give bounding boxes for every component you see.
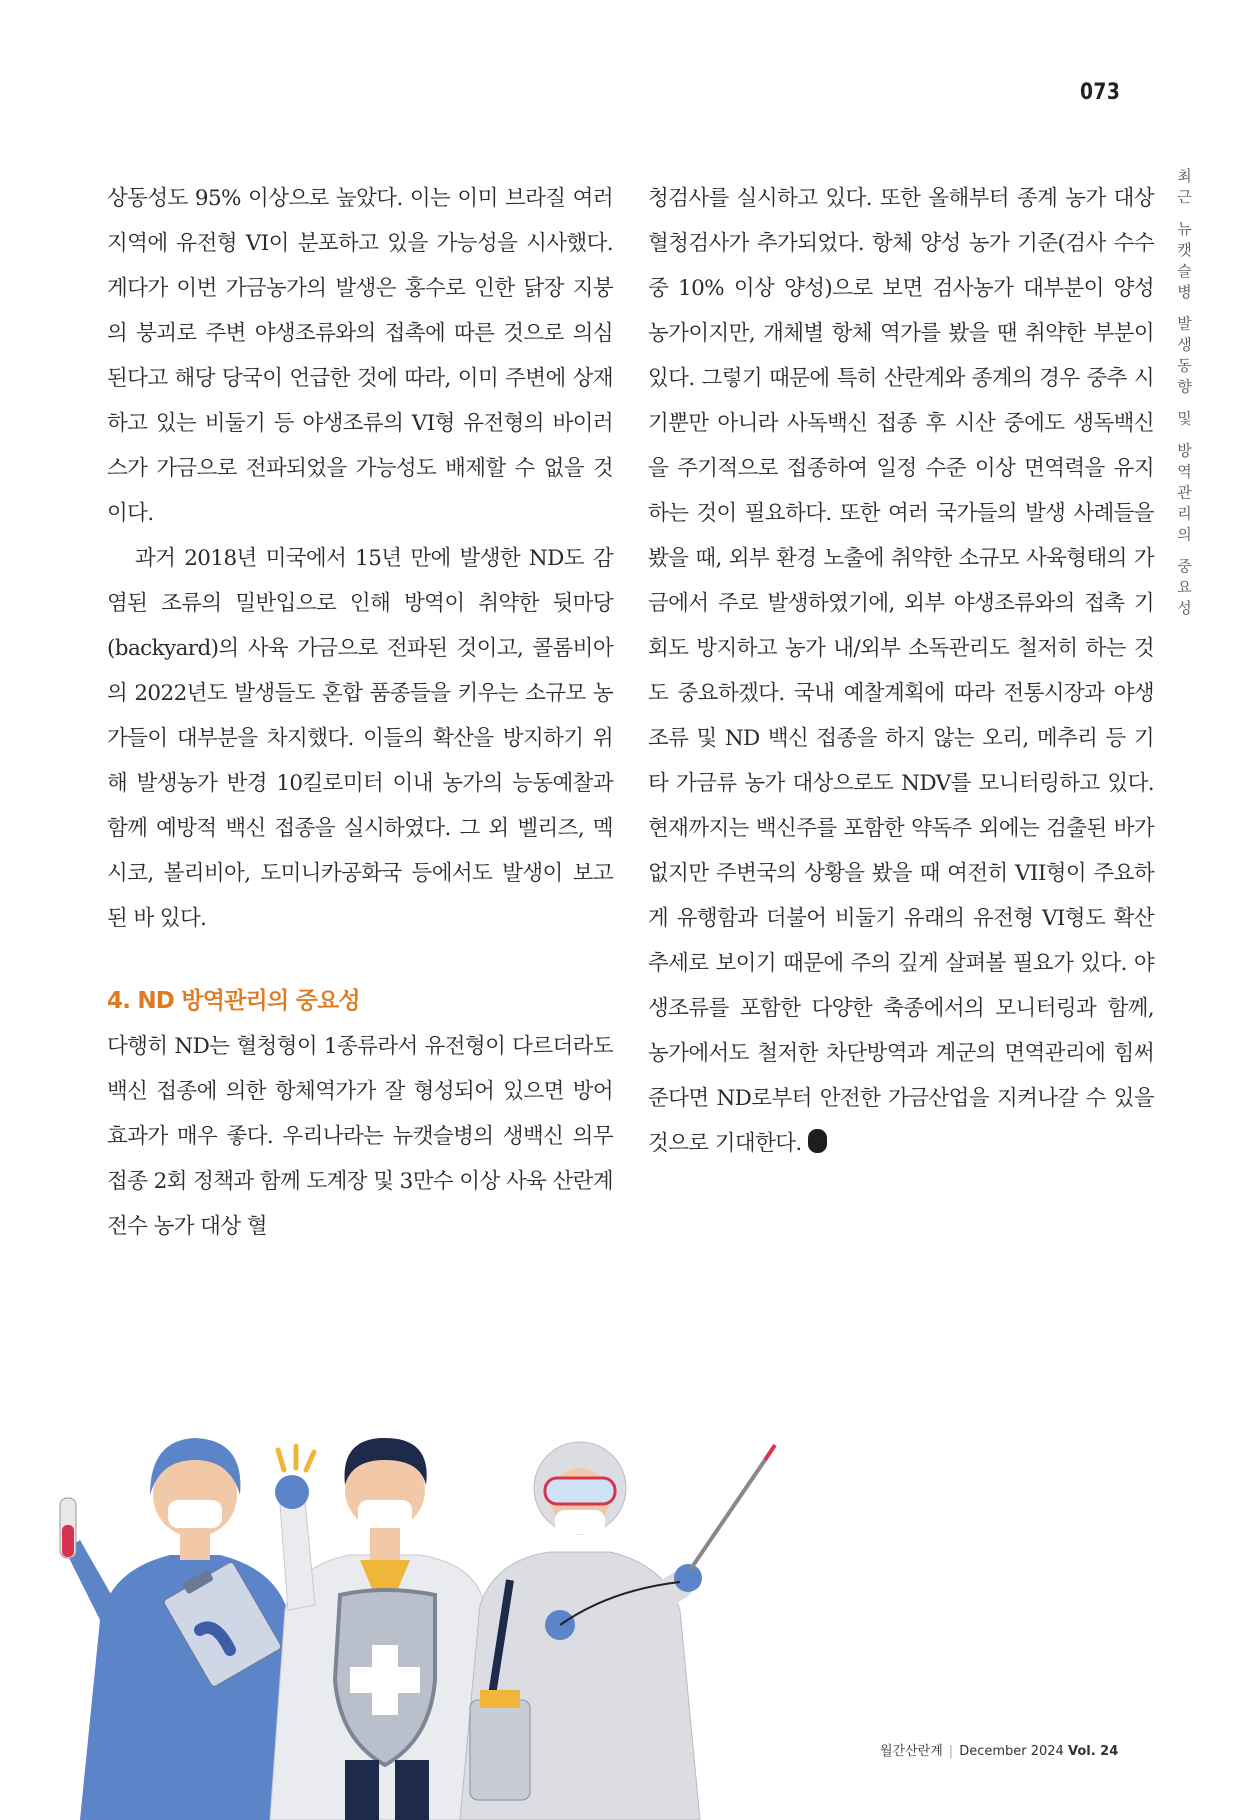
left-paragraph-1: 상동성도 95% 이상으로 높았다. 이는 이미 브라질 여러 지역에 유전형 VI이 분포하고 있을 가능성을 시사했다. 게다가 이번 가금농가의 발생은 홍수로 인한 닭장 지붕의 붕괴로 주변 야생조류와의 접촉에 따른 것으로 의심된다고 해당 당국이 언급한 것에 따라, 이미 주변에 상재하고 있는 비둘기 등 야생조류의 VI형 유전형의 바이러스가 가금으로 전파되었을 가능성도 배제할 수 없을 것이다. (107, 186, 613, 526)
health-workers-illustration (40, 1320, 780, 1820)
right-paragraph-1 (648, 176, 1154, 1166)
article-end-mark-icon (808, 1129, 827, 1153)
right-paragraph-1-text: 청검사를 실시하고 있다. 또한 올해부터 종계 농가 대상 혈청검사가 추가되었다. 항체 양성 농가 기준(검사 수수 중 10% 이상 양성)으로 보면 검사농가 대부분이 양성 농가이지만, 개체별 항체 역가를 봤을 땐 취약한 부분이 있다. 그렇기 때문에 특히 산란계와 종계의 경우 중추 시기뿐만 아니라 사독백신 접종 후 시산 중에도 생독백신을 주기적으로 접종하여 일정 수준 이상 면역력을 유지하는 것이 필요하다. 또한 여러 국가들의 발생 사례들을 봤을 때, 외부 환경 노출에 취약한 소규모 사육형태의 가금에서 주로 발생하였기에, 외부 야생조류와의 접촉 기회도 방지하고 농가 내/외부 소독관리도 철저히 하는 것도 중요하겠다. 국내 예찰계획에 따라 전통시장과 야생조류 및 ND 백신 접종을 하지 않는 오리, 메추리 등 기타 가금류 농가 대상으로도 NDV를 모니터링하고 있다. 현재까지는 백신주를 포함한 약독주 외에는 검출된 바가 없지만 주변국의 상황을 봤을 때 여전히 VII형이 주요하게 유행함과 더불어 비둘기 유래의 유전형 VI형도 확산 추세로 보이기 때문에 주의 깊게 살펴볼 필요가 있다. 야생조류를 포함한 다양한 축종에서의 모니터링과 함께, 농가에서도 철저한 차단방역과 계군의 면역관리에 힘써 준다면 ND로부터 안전한 가금산업을 지켜나갈 수 있을 것으로 기대한다. (648, 186, 1154, 1156)
footer-separator: | (948, 1744, 954, 1759)
left-paragraph-2: 과거 2018년 미국에서 15년 만에 발생한 ND도 감염된 조류의 밀반입으로 인해 방역이 취약한 뒷마당(backyard)의 사육 가금으로 전파된 것이고, 콜롬비아의 2022년도 발생들도 혼합 품종들을 키우는 소규모 농가들이 대부분을 차지했다. 이들의 확산을 방지하기 위해 발생농가 반경 10킬로미터 이내 농가의 능동예찰과 함께 예방적 백신 접종을 실시하였다. 그 외 벨리즈, 멕시코, 볼리비아, 도미니카공화국 등에서도 발생이 보고된 바 있다. (107, 546, 613, 931)
footer (880, 1740, 1180, 1759)
issue-date: December 2024 (959, 1744, 1064, 1759)
scrub-worker-figure (60, 1438, 305, 1820)
magazine-name: 월간산란계 (880, 1744, 943, 1759)
left-paragraph-3: 다행히 ND는 혈청형이 1종류라서 유전형이 다르더라도 백신 접종에 의한 항체역가가 잘 형성되어 있으면 방어 효과가 매우 좋다. 우리나라는 뉴캣슬병의 생백신 의무접종 2회 정책과 함께 도계장 및 3만수 이상 사육 산란계 전수 농가 대상 혈 (107, 1034, 613, 1239)
left-column (107, 176, 613, 1249)
side-section-title: 최근 뉴캣슬병 발생동향 및 방역관리의 중요성 (1175, 168, 1193, 621)
page-number: 073 (1080, 80, 1121, 105)
hazmat-worker-figure (460, 1442, 775, 1820)
right-column (648, 176, 1154, 1166)
section-heading: 4. ND 방역관리의 중요성 (107, 988, 360, 1014)
volume-number: Vol. 24 (1067, 1744, 1119, 1759)
